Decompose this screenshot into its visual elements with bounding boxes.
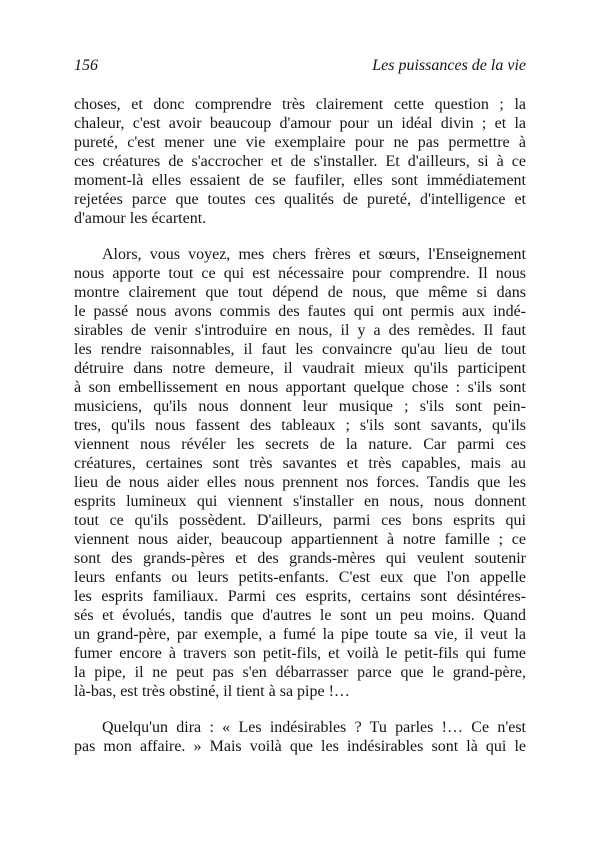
- text-line: tres, qu'ils nous fassent des tableaux ; s'ils sont savants, qu'ils: [74, 417, 526, 434]
- text-line: fumer encore à travers son petit-fils, et voilà le petit-fils qui fume: [74, 645, 526, 662]
- text-line: d'amour les écartent.: [74, 210, 207, 227]
- text-line: Alors, vous voyez, mes chers frères et sœurs, l'Enseignement: [102, 246, 526, 263]
- text-line: sont des grands-pères et des grands-mères qui veulent soutenir: [74, 550, 526, 567]
- text-line: tout ce qu'ils possèdent. D'ailleurs, parmi ces bons esprits qui: [74, 512, 526, 529]
- text-line: à son embellissement en nous apportant quelque chose : s'ils sont: [74, 379, 526, 396]
- text-line: sirables de venir s'introduire en nous, il y a des remèdes. Il faut: [74, 322, 526, 339]
- text-line: le passé nous avons commis des fautes qui ont permis aux indé-: [74, 303, 526, 320]
- text-line: les esprits familiaux. Parmi ces esprits, certains sont désintéres-: [74, 588, 526, 605]
- paragraph: [74, 95, 526, 228]
- text-line: nous apporte tout ce qui est nécessaire pour comprendre. Il nous: [74, 265, 526, 282]
- text-line: les rendre raisonnables, il faut les convaincre qu'au lieu de tout: [74, 341, 526, 358]
- text-line: moment-là elles essaient de se faufiler, elles sont immédiatement: [74, 172, 526, 189]
- text-line: esprits lumineux qui viennent s'installer en nous, nous donnent: [74, 493, 526, 510]
- text-line: pureté, c'est mener une vie exemplaire pour ne pas permettre à: [74, 134, 526, 151]
- page-header: [74, 56, 526, 75]
- text-line: chaleur, c'est avoir beaucoup d'amour pour un idéal divin ; et la: [74, 115, 526, 132]
- text-line: détruire dans notre demeure, il vaudrait mieux qu'ils participent: [74, 360, 526, 377]
- text-line: montre clairement que tout dépend de nous, que même si dans: [74, 284, 526, 301]
- text-line: là-bas, est très obstiné, il tient à sa pipe !…: [74, 683, 350, 700]
- text-line: viennent nous aider, beaucoup appartiennent à notre famille ; ce: [74, 531, 526, 548]
- text-line: lieu de nous aider elles nous prennent nos forces. Tandis que les: [74, 474, 526, 491]
- text-line: un grand-père, par exemple, a fumé la pipe toute sa vie, il veut la: [74, 626, 526, 643]
- paragraph: [74, 718, 526, 756]
- paragraph: [74, 245, 526, 701]
- text-line: ces créatures de s'accrocher et de s'installer. Et d'ailleurs, si à ce: [74, 153, 526, 170]
- text-line: pas mon affaire. » Mais voilà que les indésirables sont là qui le: [74, 738, 526, 755]
- running-title: Les puissances de la vie: [372, 57, 526, 74]
- text-line: rejetées parce que toutes ces qualités de pureté, d'intelligence et: [74, 191, 526, 208]
- text-line: choses, et donc comprendre très clairement cette question ; la: [74, 96, 526, 113]
- page-number: 156: [74, 57, 98, 74]
- text-line: viennent nous révéler les secrets de la nature. Car parmi ces: [74, 436, 526, 453]
- text-line: leurs enfants ou leurs petits-enfants. C'est eux que l'on appelle: [74, 569, 526, 586]
- text-line: Quelqu'un dira : « Les indésirables ? Tu parles !… Ce n'est: [102, 719, 526, 736]
- text-line: la pipe, il ne peut pas s'en débarrasser parce que le grand-père,: [74, 664, 526, 681]
- text-line: musiciens, qu'ils nous donnent leur musique ; s'ils sont pein-: [74, 398, 526, 415]
- page-body: [74, 95, 526, 756]
- text-line: sés et évolués, tandis que d'autres le sont un peu moins. Quand: [74, 607, 526, 624]
- text-line: créatures, certaines sont très savantes et très capables, mais au: [74, 455, 526, 472]
